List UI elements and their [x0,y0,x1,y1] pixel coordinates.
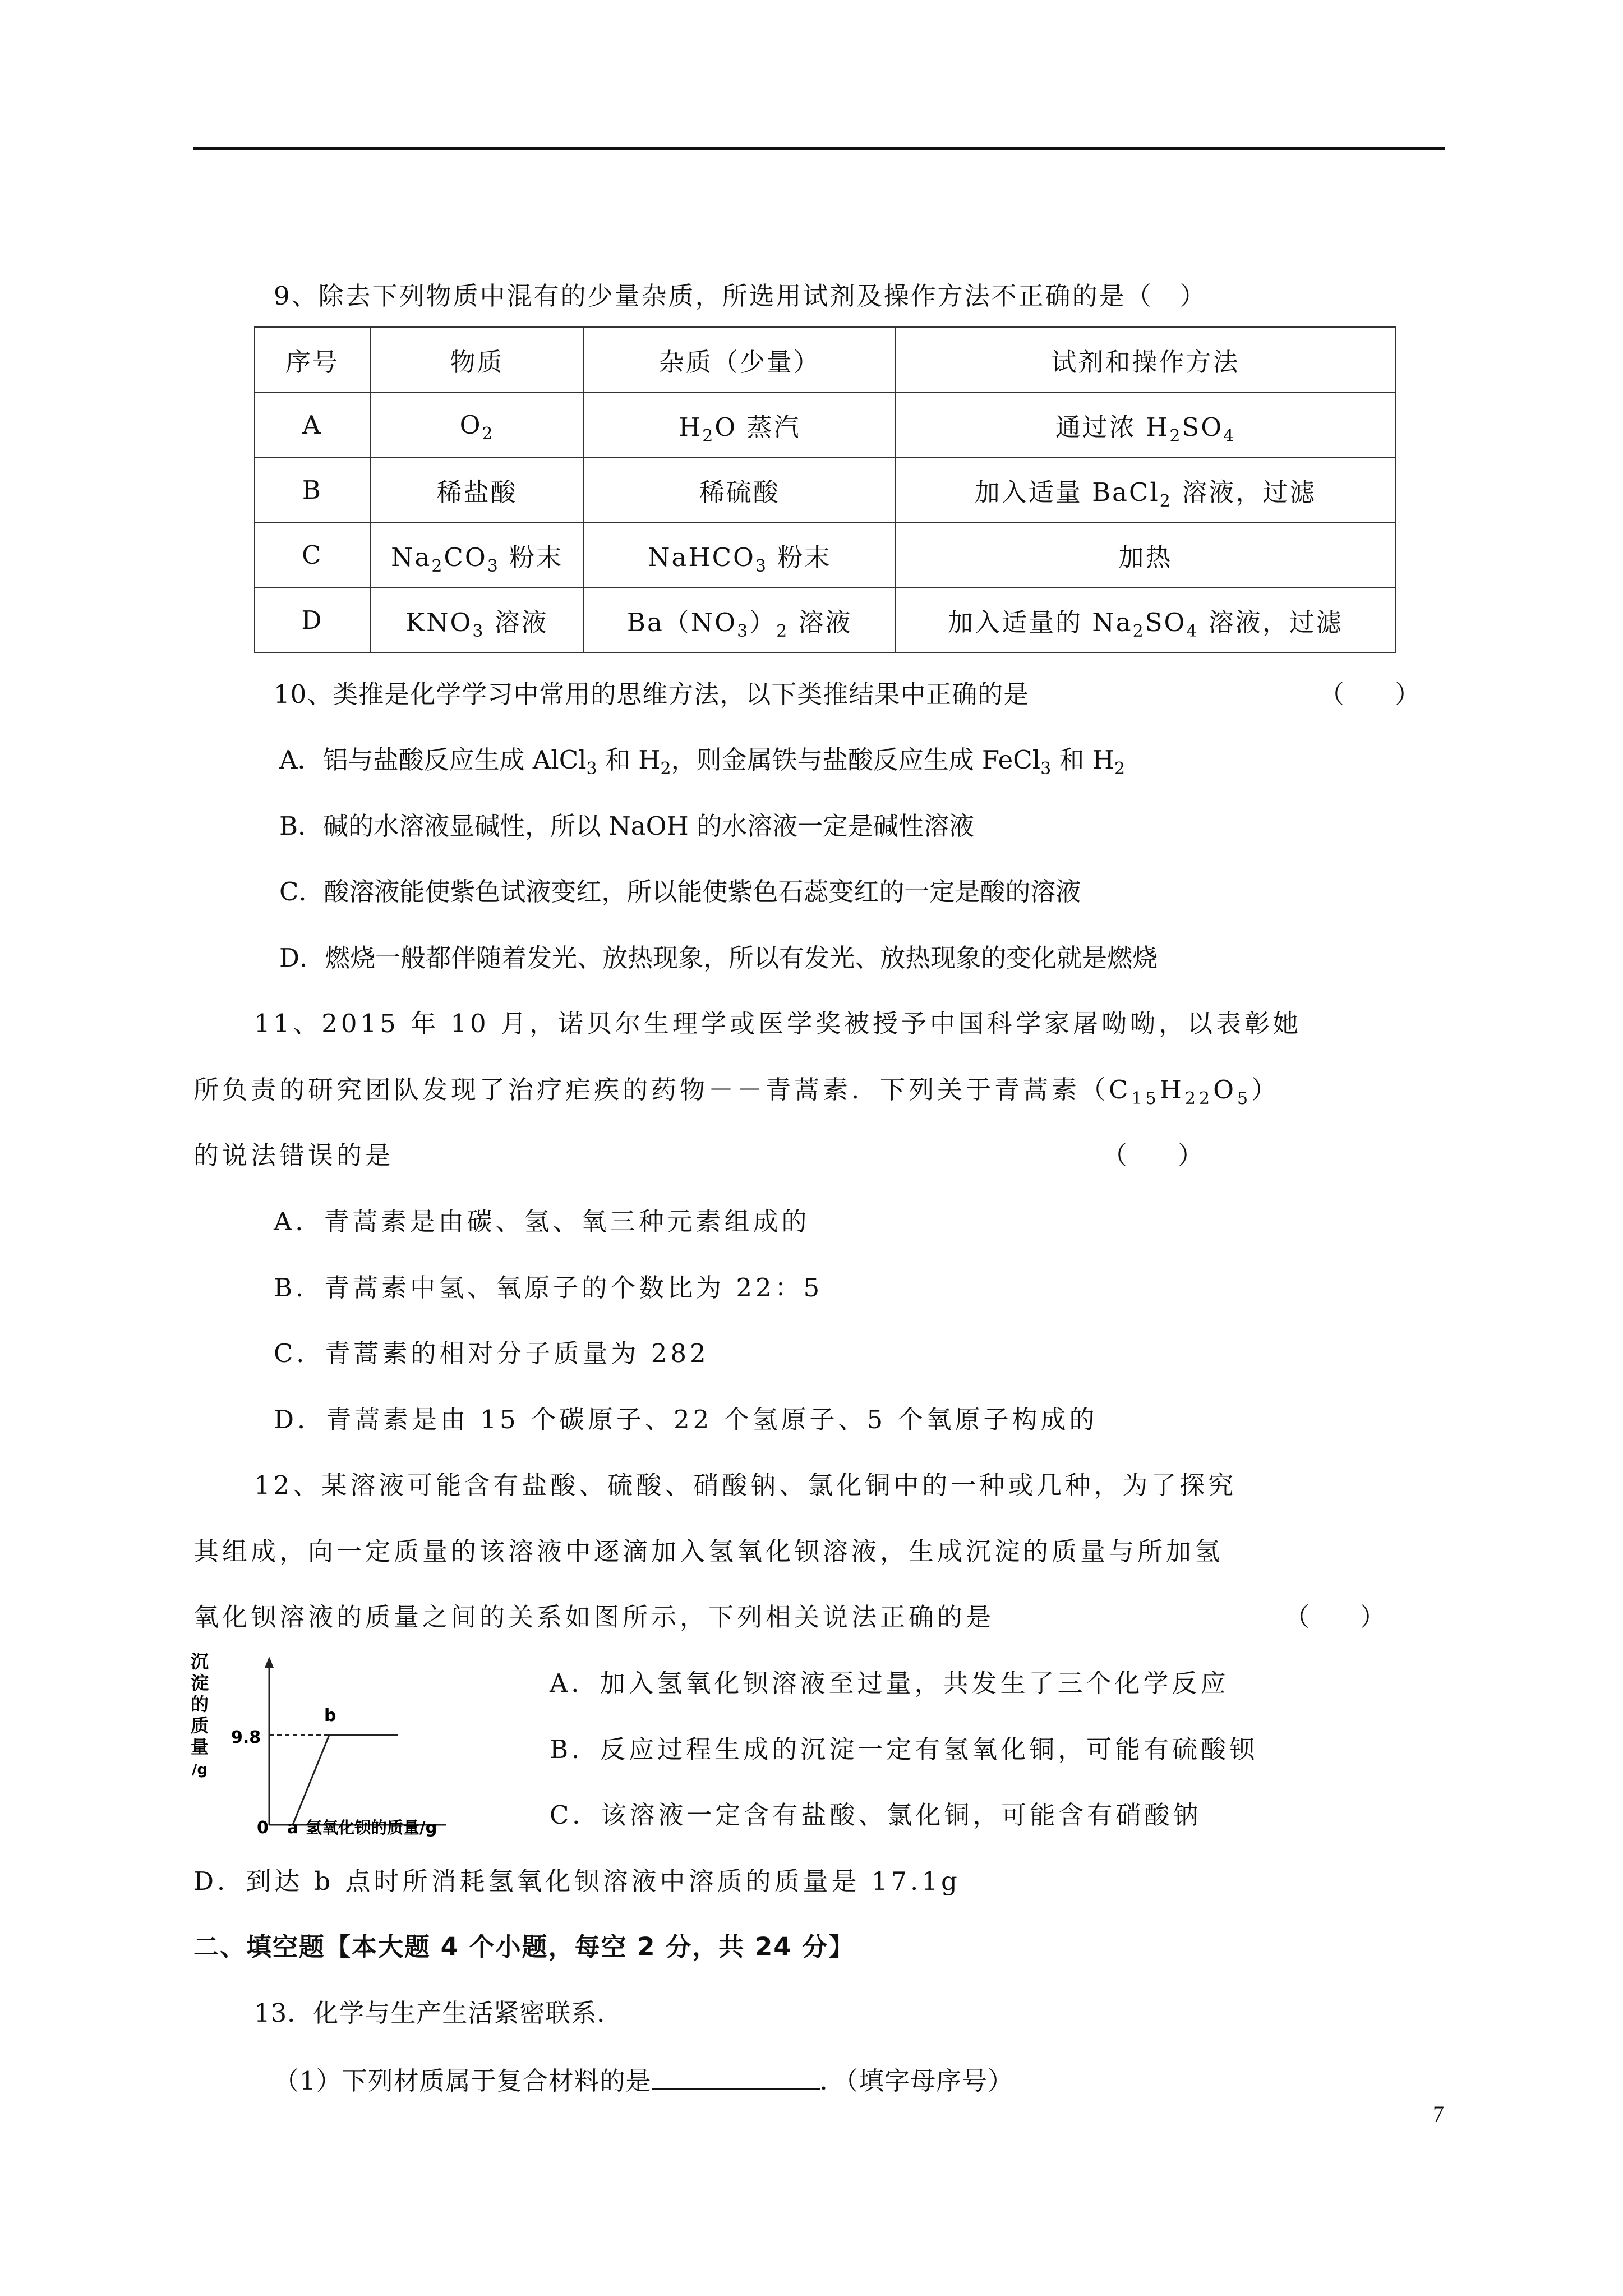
chart-y-label-char: 沉 [191,1651,209,1672]
chart-y-label-char: 的 [191,1694,209,1715]
q11-answer-paren: （ ） [1102,1140,1204,1170]
q12-option-a: A．加入氢氧化钡溶液至过量，共发生了三个化学反应 [550,1668,1229,1698]
q9-table-header-row [255,327,1396,392]
q9-cell: D [255,587,370,652]
chart-y-label-char: 淀 [191,1672,209,1694]
q13-sub1 [274,2062,1013,2098]
q10-option-b: B．碱的水溶液显碱性，所以 NaOH 的水溶液一定是碱性溶液 [279,811,975,841]
q9-cell: $KNO_3$ 溶液 [370,587,584,652]
q9-header-cell: 杂质（少量） [584,327,895,392]
q13-sub1-hint: ．（填字母序号） [819,2066,1014,2096]
q11-option-d: D．青蒿素是由 15 个碳原子、22 个氢原子、5 个氧原子构成的 [274,1405,1098,1434]
chart-series-line [293,1735,398,1825]
q10-option-d: D．燃烧一般都伴随着发光、放热现象，所以有发光、放热现象的变化就是燃烧 [279,943,1158,973]
q12-option-b: B．反应过程生成的沉淀一定有氢氧化铜，可能有硫酸钡 [550,1734,1258,1764]
q9-cell: $Ba(NO_3)_2$ 溶液 [584,587,895,652]
q9-table-row [255,457,1396,522]
q11-option-a: A．青蒿素是由碳、氢、氧三种元素组成的 [274,1207,810,1236]
q11-line3: 的说法错误的是 [193,1140,394,1170]
section-2-title: 二、填空题【本大题 4 个小题，每空 2 分，共 24 分】 [193,1932,855,1962]
q13-sub1-text: （1）下列材质属于复合材料的是 [274,2066,652,2096]
q9-cell: 稀盐酸 [370,457,584,522]
q9-cell: $O_2$ [370,392,584,457]
q9-table [254,326,1396,653]
q9-cell: $Na_2CO_3$ 粉末 [370,522,584,587]
chart-point-b-label: b [324,1706,336,1726]
chart-y-label-char: 质 [191,1715,209,1736]
q10-option-c: C．酸溶液能使紫色试液变红，所以能使紫色石蕊变红的一定是酸的溶液 [279,877,1081,907]
q9-cell: 通过浓 $H_2SO_4$ [895,392,1396,457]
q12-option-d: D．到达 b 点时所消耗氢氧化钡溶液中溶质的质量是 17.1g [193,1866,961,1896]
q9-cell: B [255,457,370,522]
q13-sub1-blank [652,2062,820,2090]
q9-header-cell: 试剂和操作方法 [895,327,1396,392]
q9-cell: 加入适量的 $Na_2SO_4$ 溶液，过滤 [895,587,1396,652]
q9-header-cell: 序号 [255,327,370,392]
q12-answer-paren: （ ） [1284,1602,1386,1632]
q12-line2: 其组成，向一定质量的该溶液中逐滴加入氢氧化钡溶液，生成沉淀的质量与所加氢 [193,1536,1224,1566]
chart-y-label-char: /g [192,1761,208,1778]
q12-line1: 12、某溶液可能含有盐酸、硫酸、硝酸钠、氯化铜中的一种或几种，为了探究 [254,1470,1237,1500]
q10-answer-paren: （ ） [1319,679,1421,709]
q9-header-cell: 物质 [370,327,584,392]
chart-y-axis-arrow [265,1657,274,1668]
q9-cell: A [255,392,370,457]
q11-line1: 11、2015 年 10 月，诺贝尔生理学或医学奖被授予中国科学家屠呦呦，以表彰她 [254,1009,1302,1038]
chart-y-label-char: 量 [191,1736,209,1757]
page-number: 7 [1433,2101,1444,2127]
chart-y-axis-label [191,1651,209,1778]
q11-option-b: B．青蒿素中氢、氧原子的个数比为 22：5 [274,1273,823,1303]
q9-cell: C [255,522,370,587]
q12-option-c: C．该溶液一定含有盐酸、氯化铜，可能含有硝酸钠 [550,1800,1202,1830]
q12-chart [191,1646,527,1837]
q9-table-row [255,392,1396,457]
q10-option-a: A．铝与盐酸反应生成 AlCl$_3$ 和 $H_2$，则金属铁与盐酸反应生成 FeCl$_3$ 和 $H_2$ [279,745,1126,779]
q10-stem: 10、类推是化学学习中常用的思维方法，以下类推结果中正确的是 [274,679,1030,709]
q11-line2: 所负责的研究团队发现了治疗疟疾的药物－－青蒿素．下列关于青蒿素$(C_{15}H_{22}O_5)$ [193,1075,1280,1108]
q9-table-row [255,587,1396,652]
chart-origin-label: 0 [257,1818,269,1837]
q9-stem: 9、除去下列物质中混有的少量杂质，所选用试剂及操作方法不正确的是（ ） [274,281,1207,311]
q9-cell: $H_2O$ 蒸汽 [584,392,895,457]
chart-y-value-label: 9.8 [231,1728,261,1747]
header-rule [193,147,1445,150]
q9-cell: NaHCO$_3$ 粉末 [584,522,895,587]
chart-x-tick-a: a [287,1818,299,1837]
q13-stem: 13．化学与生产生活紧密联系． [254,1998,623,2028]
q11-option-c: C．青蒿素的相对分子质量为 282 [274,1338,709,1368]
chart-x-axis-label: 氢氧化钡的质量/g [306,1818,437,1837]
q9-cell: 加入适量 BaCl$_2$ 溶液，过滤 [895,457,1396,522]
q12-line3: 氧化钡溶液的质量之间的关系如图所示，下列相关说法正确的是 [193,1602,995,1632]
q9-table-row [255,522,1396,587]
q9-cell: 稀硫酸 [584,457,895,522]
q9-cell: 加热 [895,522,1396,587]
